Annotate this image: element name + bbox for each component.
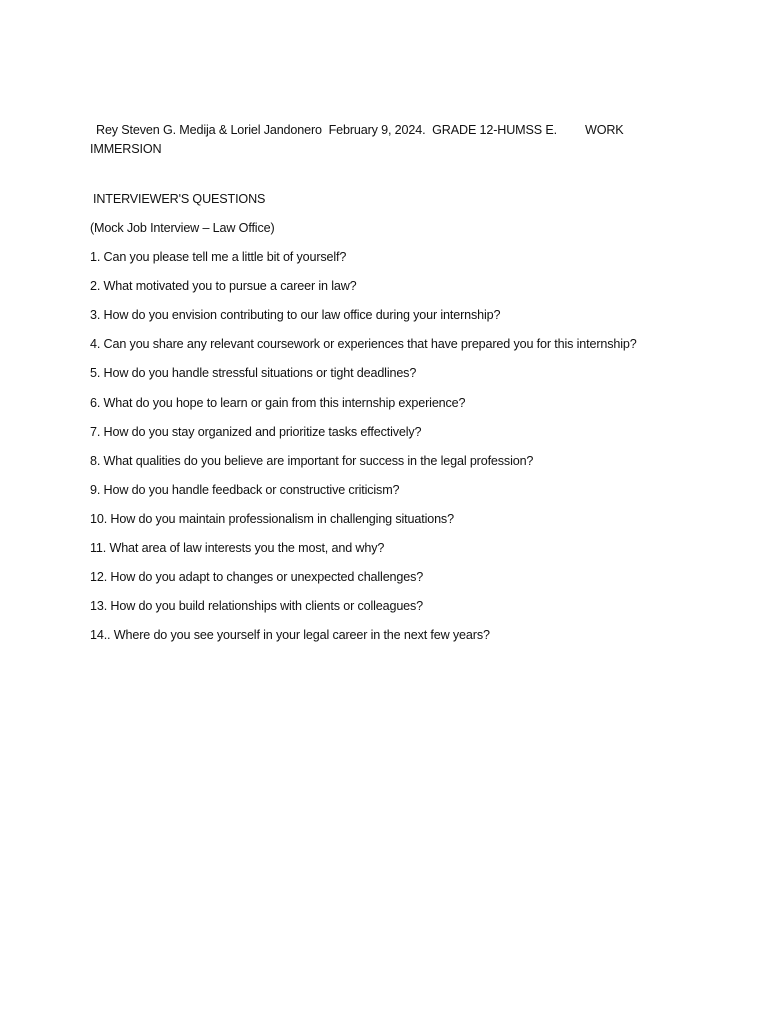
question-item: 14.. Where do you see yourself in your legal career in the next few years? bbox=[90, 628, 490, 643]
header-grade: GRADE 12-HUMSS E. bbox=[432, 123, 557, 137]
header-date: February 9, 2024. bbox=[328, 123, 426, 137]
question-item: 12. How do you adapt to changes or unexpected challenges? bbox=[90, 570, 424, 585]
document-subtitle: (Mock Job Interview – Law Office) bbox=[90, 221, 275, 235]
header-subject-part1: WORK bbox=[584, 123, 624, 137]
header-subject-continued bbox=[90, 140, 690, 159]
header-authors: Rey Steven G. Medija & Loriel Jandonero bbox=[96, 123, 322, 137]
header-subject-part2: IMMERSION bbox=[90, 142, 162, 156]
question-item: 8. What qualities do you believe are important for success in the legal profession? bbox=[90, 453, 534, 468]
document-header bbox=[90, 121, 690, 140]
question-item: 9. How do you handle feedback or constructive criticism? bbox=[90, 482, 400, 497]
question-item: 2. What motivated you to pursue a career in law? bbox=[90, 279, 357, 294]
document-content bbox=[90, 121, 690, 645]
question-item: 10. How do you maintain professionalism in challenging situations? bbox=[90, 511, 454, 526]
question-item: 3. How do you envision contributing to our law office during your internship? bbox=[90, 308, 501, 323]
question-item: 1. Can you please tell me a little bit of yourself? bbox=[90, 250, 347, 265]
question-item: 7. How do you stay organized and prioritize tasks effectively? bbox=[90, 424, 422, 439]
question-item: 5. How do you handle stressful situations or tight deadlines? bbox=[90, 366, 417, 381]
question-item: 11. What area of law interests you the most, and why? bbox=[90, 541, 385, 556]
section-title: INTERVIEWER'S QUESTIONS bbox=[93, 192, 266, 206]
questions-list bbox=[90, 248, 690, 645]
question-item: 13. How do you build relationships with clients or colleagues? bbox=[90, 599, 424, 614]
question-item: 4. Can you share any relevant coursework or experiences that have prepared you for this internship? bbox=[90, 337, 637, 352]
question-item: 6. What do you hope to learn or gain from this internship experience? bbox=[90, 395, 466, 410]
